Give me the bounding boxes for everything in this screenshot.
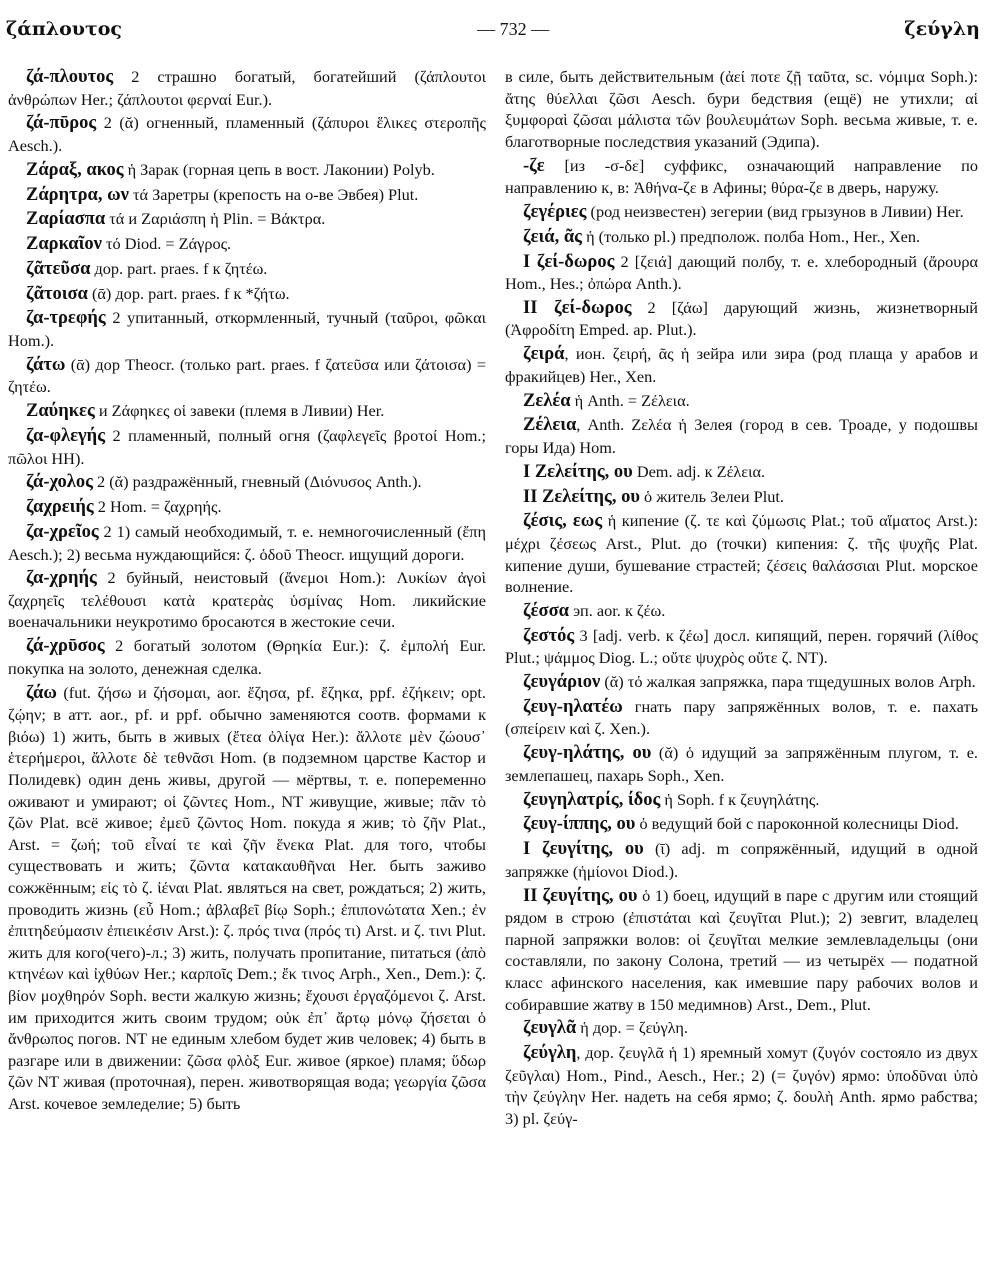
- headword: ζάω: [26, 682, 57, 703]
- headword: ζαχρειής: [26, 497, 94, 518]
- headword: ζέσσα: [523, 600, 569, 621]
- headword: ζεστός: [523, 625, 575, 646]
- dictionary-entry: [8, 66, 486, 110]
- entry-definition: (род неизвестен) зегерии (вид грызунов в Ливии) Her.: [586, 201, 964, 221]
- headword: Ζελέα: [523, 390, 571, 411]
- headword: Ζαρκαῖον: [26, 234, 102, 255]
- entry-definition: , ион. ζειρή, ᾶς ἡ зейра или зира (род плаща у арабов и фракийцев) Her., Xen.: [505, 344, 978, 386]
- headword: ζευγ-ίππης, ου: [523, 814, 636, 835]
- headword: ζα-φλεγής: [26, 425, 105, 446]
- headword: ζεύγλη: [523, 1043, 577, 1064]
- headword: ζεγέριες: [523, 201, 587, 222]
- dictionary-entry: [505, 510, 978, 597]
- dictionary-entry: [8, 258, 486, 281]
- dictionary-entry: [505, 789, 978, 812]
- headword: I ζευγίτης, ου: [523, 839, 644, 860]
- entry-definition: 2 (ᾰ) огненный, пламенный (ζάπυροι ἕλικες στεροπῆς Aesch.).: [8, 113, 486, 155]
- dictionary-entry: [8, 112, 486, 156]
- headword: ζα-τρεφής: [26, 308, 106, 329]
- headword: ζευγλᾶ: [523, 1018, 577, 1039]
- headword: ζειά, ᾶς: [523, 226, 582, 247]
- entry-definition: 2 Hom. = ζαχρηής.: [93, 497, 222, 517]
- headword: ζειρά: [523, 344, 565, 365]
- entry-definition: и Ζάφηκες οἱ завеки (племя в Ливии) Her.: [94, 401, 385, 421]
- dictionary-entry: [505, 838, 978, 882]
- dictionary-entry: [505, 461, 978, 484]
- entry-definition: 2 пламенный, полный огня (ζαφλεγεῖς βροτοί Hom.; πῶλοι HH).: [8, 425, 486, 468]
- dictionary-entry: [8, 496, 486, 519]
- headword: ζά-πῡρος: [26, 113, 97, 134]
- entry-definition: , дор. ζευγλᾶ ἡ 1) яремный хомут (ζυγόν состояло из двух ζεῦγλαι) Hom., Pind., Aesch., Her.; 2) (= ζυγόν) ярмо: ὑποδῦναι ὑπὸ τὴν ζεύγλην Her. надеть на себя ярмо; ζ. δουλὴ Anth. ярмо рабства; 3) pl. ζεύγ-: [505, 1043, 978, 1128]
- dictionary-entry: [505, 297, 978, 341]
- entry-definition: ὁ житель Зелеи Plut.: [639, 486, 784, 506]
- dictionary-entry: [8, 208, 486, 231]
- dictionary-entry: [8, 635, 486, 679]
- headword: Ζαρίασπα: [26, 209, 106, 230]
- entry-definition: ἡ Зарак (горная цепь в вост. Лаконии) Polyb.: [123, 159, 435, 179]
- headword: ζα-χρεῖος: [26, 521, 99, 542]
- dictionary-entry: [505, 251, 978, 295]
- dictionary-entry: [505, 226, 978, 249]
- entry-definition: ὁ ведущий бой с пароконной колесницы Diod.: [635, 814, 959, 834]
- headword: ζά-χολος: [26, 472, 93, 493]
- headword: Ζάρητρα, ων: [26, 184, 129, 205]
- entry-definition: ἡ (только pl.) предполож. полба Hom., Her., Xen.: [582, 226, 921, 246]
- entry-definition: (ᾱ) дор Theocr. (только part. praes. f ζατεῦσα или ζάτοισα) = ζητέω.: [8, 354, 486, 397]
- dictionary-entry: [505, 625, 978, 669]
- entry-definition: (fut. ζήσω и ζήσομαι, aor. ἔζησα, pf. ἔζηκα, ppf. ἐζήκειν; opt. ζῴην; в атт. aor., pf. и ppf. обычно заменяются соотв. формами к βιόω) 1) жить, быть в живых (ἔτεα ὀλίγα Her.): ἄλλοτε μὲν ζώουσ᾽ ἑτερήμεροι, ἄλλοτε δὲ τεθνᾶσι Hom. (в подземном царстве Кастор и Полидевк) один день живы, другой — мёртвы, т. е. попеременно оживают и умирают; οἱ ζῶντες Hom., NT живущие, живые; πᾶν τὸ ζῶν Plat. всё живое; ἐμεῦ ζῶντος Hom. покуда я жив; τὸ ζῆν Plat., Arst. = ζωή; τοῦ εἶναί τε καὶ ζῆν ἕνεκα Plat. для того, чтобы существовать и жить; ζῶντα κατακαυθῆναι Her. быть заживо сожжённым; εἰς τὸ ζ. ἰέναι Plat. являться на свет, рождаться; 2) жить, проводить жизнь (εὖ Hom.; ἀβλαβεῖ βίῳ Soph.; ἐπιπονώτατα Xen.; ἐν ἐπιτηδεύμασιν ἐπιεικέσιν Arst.): ζ. πρός τινα (πρός τι) Arst. и ζ. τινι Plut. жить для кого(чего)-л.; 3) жить, получать пропитание, питаться (ἀπὸ κτηνέων καὶ ἰχθύων Her.; καρποῖς Dem.; ἔκ τινος Arph., Xen., Dem.): ζ. βίον μοχθηρόν Soph. вести жалкую жизнь; ἔχουσι ἐργαζόμενοι ζ. Arst. им приходится жить своим трудом; οὐκ ἐπ᾽ ἄρτῳ μόνῳ ζήσεται ὁ ἄνθρωπος погов. NT не единым хлебом будет жив человек; 4) быть в разгаре или в движении: ζῶσα φλὸξ Eur. живое (яркое) пламя; ὕδωρ ζῶν NT живая (проточная), перен. животворящая вода; γεωργία ζῶσα Arst. кочевое земледелие; 5) быть: [8, 682, 486, 1113]
- page-number: — 732 —: [477, 18, 550, 39]
- entry-definition: эп. aor. к ζέω.: [569, 600, 666, 620]
- entry-definition: 2 буйный, неистовый (ἄνεμοι Hom.): Λυκίων ἀγοὶ ζαχρηεῖς τελέθουσι κατὰ κρατερὰς ὑσμίνας Hom. ликийские военачальники неукротимо бросаются в жестокие сечи.: [8, 568, 486, 632]
- headword: Ζαύηκες: [26, 401, 95, 422]
- dictionary-entry: [8, 307, 486, 351]
- entry-definition: ἡ кипение (ζ. τε καὶ ζύμωσις Plat.; τοῦ αἵματος Arst.): μέχρι ζέσεως Arst., Plut. до (точки) кипения: ζ. τῆς ψυχῆς Plat. кипение души, бушевание страстей; ζέσεις θαλάσσιαι Plut. морское волнение.: [505, 511, 978, 597]
- dictionary-entry: [505, 414, 978, 458]
- dictionary-entry: [505, 696, 978, 740]
- headword: I Ζελείτης, ου: [523, 461, 633, 482]
- dictionary-entry: [505, 885, 978, 1016]
- entry-definition: 2 [ζειά] дающий полбу, т. е. хлебородный (ἄρουρα Hom., Hes.; ὀπώρα Anth.).: [505, 251, 978, 294]
- entry-definition: ἡ Soph. f к ζευγηλάτης.: [660, 789, 820, 809]
- entry-definition: τά Заретры (крепость на о-ве Эвбея) Plut.: [128, 184, 419, 204]
- headword: Ζάραξ, ακος: [26, 159, 124, 180]
- dictionary-entry: [8, 184, 486, 207]
- headword: ζᾶτεῦσα: [26, 258, 91, 279]
- header-right-word: ζεύγλη: [904, 18, 980, 40]
- dictionary-entry: [8, 354, 486, 398]
- entry-definition: 3 [adj. verb. к ζέω] досл. кипящий, перен. горячий (λίθος Plut.; ψάμμος Diog. L.; οὔτε ψυχρὸς οὔτε ζ. NT).: [505, 625, 978, 668]
- left-column: [8, 66, 486, 1281]
- dictionary-entry: [505, 486, 978, 509]
- entry-definition: (ᾰ) ὁ идущий за запряжённым плугом, т. е. землепашец, пахарь Soph., Xen.: [505, 743, 978, 785]
- headword: -ζε: [523, 155, 545, 176]
- headword: ζάτω: [26, 354, 66, 375]
- headword: ζευγάριον: [523, 672, 601, 693]
- right-column: [505, 66, 978, 1281]
- dictionary-entry: [8, 682, 486, 1115]
- dictionary-entry: [8, 233, 486, 256]
- entry-definition: 2 [ζάω] дарующий жизнь, жизнетворный (Ἀφροδίτη Emped. ap. Plut.).: [505, 297, 978, 340]
- dictionary-entry: [505, 343, 978, 387]
- page-header: [6, 14, 980, 44]
- entry-definition: 2 страшно богатый, богатейший (ζάπλουτοι ἀνθρώπων Her.; ζάπλουτοι φερναί Eur.).: [8, 67, 486, 109]
- dictionary-entry: [8, 283, 486, 306]
- entry-definition: 2 1) самый необходимый, т. е. немногочисленный (ἔπη Aesch.); 2) весьма нуждающийся: ζ. ὁδοῦ Theocr. ищущий дороги.: [8, 521, 486, 564]
- headword: ζευγηλατρίς, ίδος: [523, 789, 661, 810]
- dictionary-entry: [8, 567, 486, 633]
- dictionary-entry: [505, 742, 978, 786]
- headword: II ζεί-δωρος: [523, 297, 632, 318]
- entry-definition: , Anth. Ζελέα ἡ Зелея (город в сев. Троаде, у подошвы горы Ида) Hom.: [505, 415, 978, 457]
- dictionary-entry: [505, 66, 978, 152]
- entry-definition: 2 (ᾰ) раздражённый, гневный (Διόνυσος Anth.).: [92, 472, 422, 492]
- headword: I ζεί-δωρος: [523, 251, 615, 272]
- entry-definition: в силе, быть действительным (ἀεί ποτε ζῇ ταῦτα, sc. νόμιμα Soph.): ἄτης θύελλαι ζῶσι Aesch. бури бедствия (ещё) не утихли; αἱ ξυμφοραὶ ζῶσαι μάλιστα τῶν βουλευμάτων Soph. весьма живые, т. е. благотворные последствия указаний (Эдипа).: [505, 67, 978, 151]
- entry-definition: (ᾰ) τό жалкая запряжка, пара тщедушных волов Arph.: [600, 672, 976, 692]
- entry-definition: гнать пару запряжённых волов, т. е. пахать (σπείρειν καὶ ζ. Xen.).: [505, 696, 978, 739]
- entry-definition: τά и Ζαριάσπη ἡ Plin. = Βάκτρα.: [105, 209, 326, 229]
- entry-definition: дор. part. praes. f к ζητέω.: [90, 258, 268, 278]
- dictionary-entry: [8, 400, 486, 423]
- headword: ζα-χρηής: [26, 568, 97, 589]
- entry-definition: 2 упитанный, откормленный, тучный (ταῦροι, φῶκαι Hom.).: [8, 308, 486, 351]
- headword: ζᾶτοισα: [26, 283, 88, 304]
- headword: ζευγ-ηλατέω: [523, 696, 623, 717]
- headword: II Ζελείτης, ου: [523, 486, 640, 507]
- entry-definition: (ῑ) adj. m сопряжённый, идущий в одной запряжке (ἡμίονοι Diod.).: [505, 839, 978, 881]
- dictionary-entry: [505, 813, 978, 836]
- dictionary-entry: [8, 159, 486, 182]
- headword: ζέσις, εως: [523, 511, 603, 532]
- headword: Ζέλεια: [523, 415, 577, 436]
- dictionary-entry: [8, 521, 486, 565]
- dictionary-entry: [505, 390, 978, 413]
- header-left-word: ζάπλουτος: [6, 18, 122, 40]
- entry-definition: 2 богатый золотом (Θρηκία Eur.): ζ. ἐμπολή Eur. покупка на золото, денежная сделка.: [8, 636, 486, 678]
- entry-definition: τό Diod. = Ζάγρος.: [101, 234, 232, 254]
- dictionary-entry: [505, 201, 978, 224]
- entry-definition: [из -σ-δε] суффикс, означающий направление по направлению к, в: Ἀθήνα-ζε в Афины; θύρα-ζε в дверь, наружу.: [505, 155, 978, 198]
- dictionary-entry: [505, 1042, 978, 1129]
- entry-definition: (ᾱ) дор. part. praes. f к *ζήτω.: [87, 283, 290, 303]
- dictionary-entry: [505, 600, 978, 623]
- dictionary-entry: [505, 155, 978, 199]
- dictionary-entry: [8, 425, 486, 469]
- headword: ζευγ-ηλάτης, ου: [523, 743, 652, 764]
- headword: ζά-πλουτος: [26, 67, 114, 87]
- entry-definition: Dem. adj. к Ζέλεια.: [632, 461, 766, 481]
- entry-definition: ἡ дор. = ζεύγλη.: [576, 1018, 689, 1038]
- headword: II ζευγίτης, ου: [523, 885, 638, 906]
- dictionary-entry: [8, 471, 486, 494]
- dictionary-entry: [505, 671, 978, 694]
- dictionary-entry: [505, 1017, 978, 1040]
- headword: ζά-χρῡσος: [26, 636, 105, 657]
- entry-definition: ἡ Anth. = Ζέλεια.: [570, 390, 690, 410]
- entry-definition: ὁ 1) боец, идущий в паре с другим или стоящий рядом в строю (ἐπιστάται καὶ ζευγῖται Plut.); 2) зевгит, владелец парной запряжки волов: οἱ ζευγῖται мелкие землевладельцы (они составляли, по закону Солона, третий — из четырёх — податной класс афинского населения, как имевшие пару рабочих волов и собиравшие жатву в 150 медимнов) Arst., Dem., Plut.: [505, 885, 978, 1014]
